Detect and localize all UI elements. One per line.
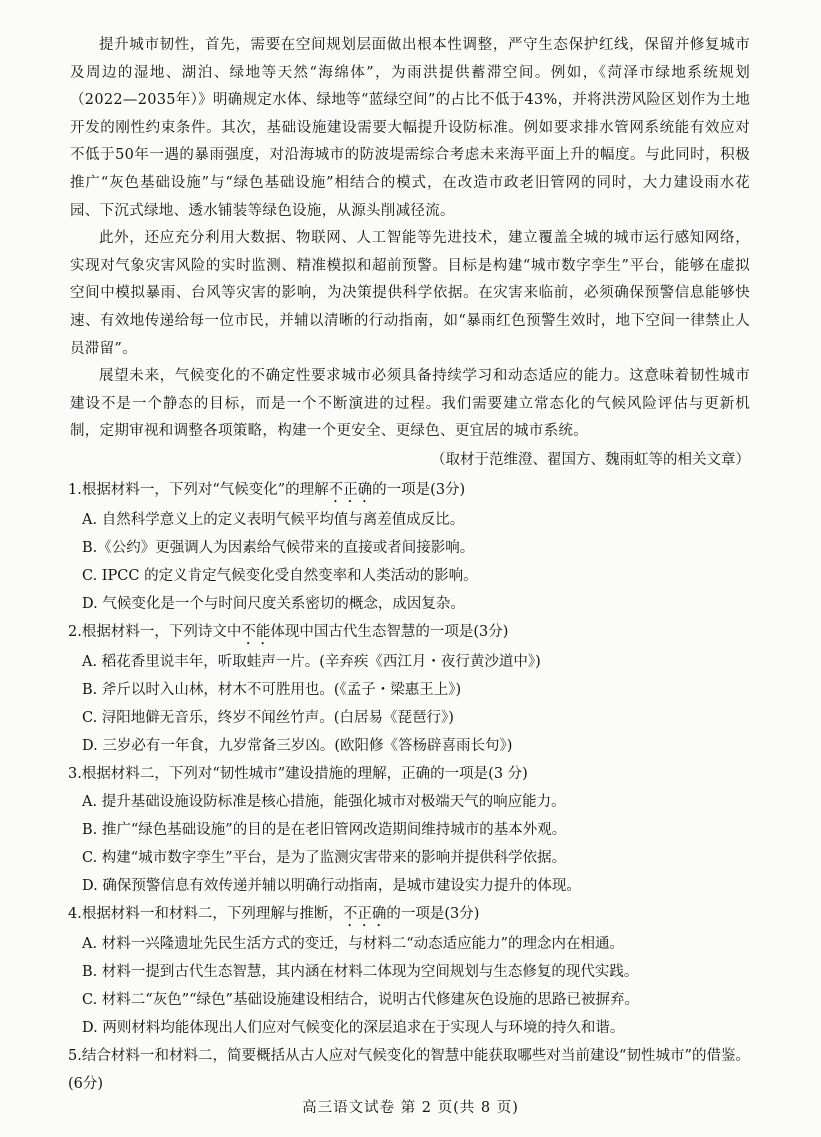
stem-text-end: 的一项是(3分) — [372, 481, 466, 498]
option-c: C. 材料二“灰色”“绿色”基础设施建设相结合，说明古代修建灰色设施的思路已被摒弃。 — [82, 991, 639, 1008]
option-b: B. 斧斤以时入山林，材木不可胜用也。(《孟子・梁惠王上》) — [82, 681, 462, 698]
option-a: A. 提升基础设施设防标准是核心措施，能强化城市对极端天气的响应能力。 — [82, 793, 566, 810]
question-number: 4. — [68, 905, 82, 922]
option-d: D. 三岁必有一年食，九岁常备三岁凶。(欧阳修《答杨辟喜雨长句》) — [82, 737, 513, 754]
stem-text-end: 体现中国古代生态智慧的一项是(3分) — [270, 623, 509, 640]
paragraph-1: 提升城市韧性，首先，需要在空间规划层面做出根本性调整，严守生态保护红线，保留并修复城市及周边的湿地、湖泊、绿地等天然“海绵体”，为雨洪提供蓄滞空间。例如，《菏泽市绿地系统规划（2022—2035年）》明确规定水体、绿地等“蓝绿空间”的占比不低于43%，并将洪涝风险区划作为土地开发的刚性约束条件。其次，基础设施建设需要大幅提升设防标准。例如要求排水管网系统能有效应对不低于50年一遇的暴雨强度，对沿海城市的防波堤需综合考虑未来海平面上升的幅度。与此同时，积极推广“灰色基础设施”与“绿色基础设施”相结合的模式，在改造市政老旧管网的同时，大力建设雨水花园、下沉式绿地、透水铺装等绿色设施，从源头削减径流。 — [70, 37, 750, 219]
question-3 — [68, 760, 750, 900]
question-stem — [68, 900, 750, 930]
question-number: 3. — [68, 765, 82, 782]
paragraph-3: 展望未来，气候变化的不确定性要求城市必须具备持续学习和动态适应的能力。这意味着韧性城市建设不是一个静态的目标，而是一个不断演进的过程。我们需要建立常态化的气候风险评估与更新机制，定期审视和调整各项策略，构建一个更安全、更绿色、更宜居的城市系统。 — [70, 368, 750, 440]
option-d: D. 确保预警信息有效传递并辅以明确行动指南，是城市建设实力提升的体现。 — [82, 877, 581, 894]
option-a: A. 稻花香里说丰年，听取蛙声一片。(辛弃疾《西江月・夜行黄沙道中》) — [82, 653, 541, 670]
question-4 — [68, 900, 750, 1042]
question-stem — [68, 1042, 750, 1098]
stem-text: 根据材料一，下列对“气候变化”的理解 — [81, 481, 329, 498]
question-stem — [68, 618, 750, 648]
option-c: C. 构建“城市数字孪生”平台，是为了监测灾害带来的影响并提供科学依据。 — [82, 849, 567, 866]
stem-text: 根据材料一，下列诗文中 — [81, 623, 242, 640]
option-b: B. 推广“绿色基础设施”的目的是在老旧管网改造期间维持城市的基本外观。 — [82, 821, 567, 838]
question-number: 1. — [68, 481, 82, 498]
question-number: 2. — [68, 623, 82, 640]
question-list — [68, 476, 750, 1098]
stem-text: 结合材料一和材料二，简要概括从古人应对气候变化的智慧中能获取哪些对当前建设“韧性城市”的借鉴。(6分) — [68, 1047, 750, 1092]
question-number: 5. — [68, 1047, 82, 1064]
question-5 — [68, 1042, 750, 1098]
option-c: C. IPCC 的定义肯定气候变化受自然变率和人类活动的影响。 — [82, 567, 478, 584]
option-a: A. 材料一兴隆遗址先民生活方式的变迁，与材料二“动态适应能力”的理念内在相通。 — [82, 935, 625, 952]
option-c: C. 浔阳地僻无音乐，终岁不闻丝竹声。(白居易《琵琶行》) — [82, 709, 454, 726]
reading-material — [70, 32, 750, 1098]
question-stem — [68, 760, 750, 788]
question-1 — [68, 476, 750, 618]
stem-text: 根据材料一和材料二，下列理解与推断， — [81, 905, 343, 922]
option-a: A. 自然科学意义上的定义表明气候平均值与离差值成反比。 — [82, 511, 465, 528]
option-d: D. 气候变化是一个与时间尺度关系密切的概念，成因复杂。 — [82, 595, 465, 612]
stem-emphasis: 不能 — [241, 623, 271, 640]
stem-emphasis: 不正确 — [342, 905, 387, 922]
paragraph-2: 此外，还应充分利用大数据、物联网、人工智能等先进技术，建立覆盖全城的城市运行感知网络，实现对气象灾害风险的实时监测、精准模拟和超前预警。目标是构建“城市数字孪生”平台，能够在虚拟空间中模拟暴雨、台风等灾害的影响，为决策提供科学依据。在灾害来临前，必须确保预警信息能够快速、有效地传递给每一位市民，并辅以清晰的行动指南，如“暴雨红色预警生效时，地下空间一律禁止人员滞留”。 — [70, 230, 750, 357]
option-d: D. 两则材料均能体现出人们应对气候变化的深层追求在于实现人与环境的持久和谐。 — [82, 1019, 625, 1036]
option-b: B.《公约》更强调人为因素给气候带来的直接或者间接影响。 — [82, 539, 475, 556]
page-footer: 高三语文试卷 第 2 页(共 8 页) — [302, 1100, 519, 1116]
question-2 — [68, 618, 750, 760]
question-stem — [68, 476, 750, 506]
source-attribution: （取材于范维澄、翟国方、魏雨虹等的相关文章） — [431, 451, 750, 468]
stem-text-end: 的一项是(3分) — [386, 905, 480, 922]
stem-text: 根据材料二，下列对“韧性城市”建设措施的理解，正确的一项是(3 分) — [81, 765, 528, 782]
option-b: B. 材料一提到古代生态智慧，其内涵在材料二体现为空间规划与生态修复的现代实践。 — [82, 963, 639, 980]
stem-emphasis: 不正确 — [328, 481, 373, 498]
